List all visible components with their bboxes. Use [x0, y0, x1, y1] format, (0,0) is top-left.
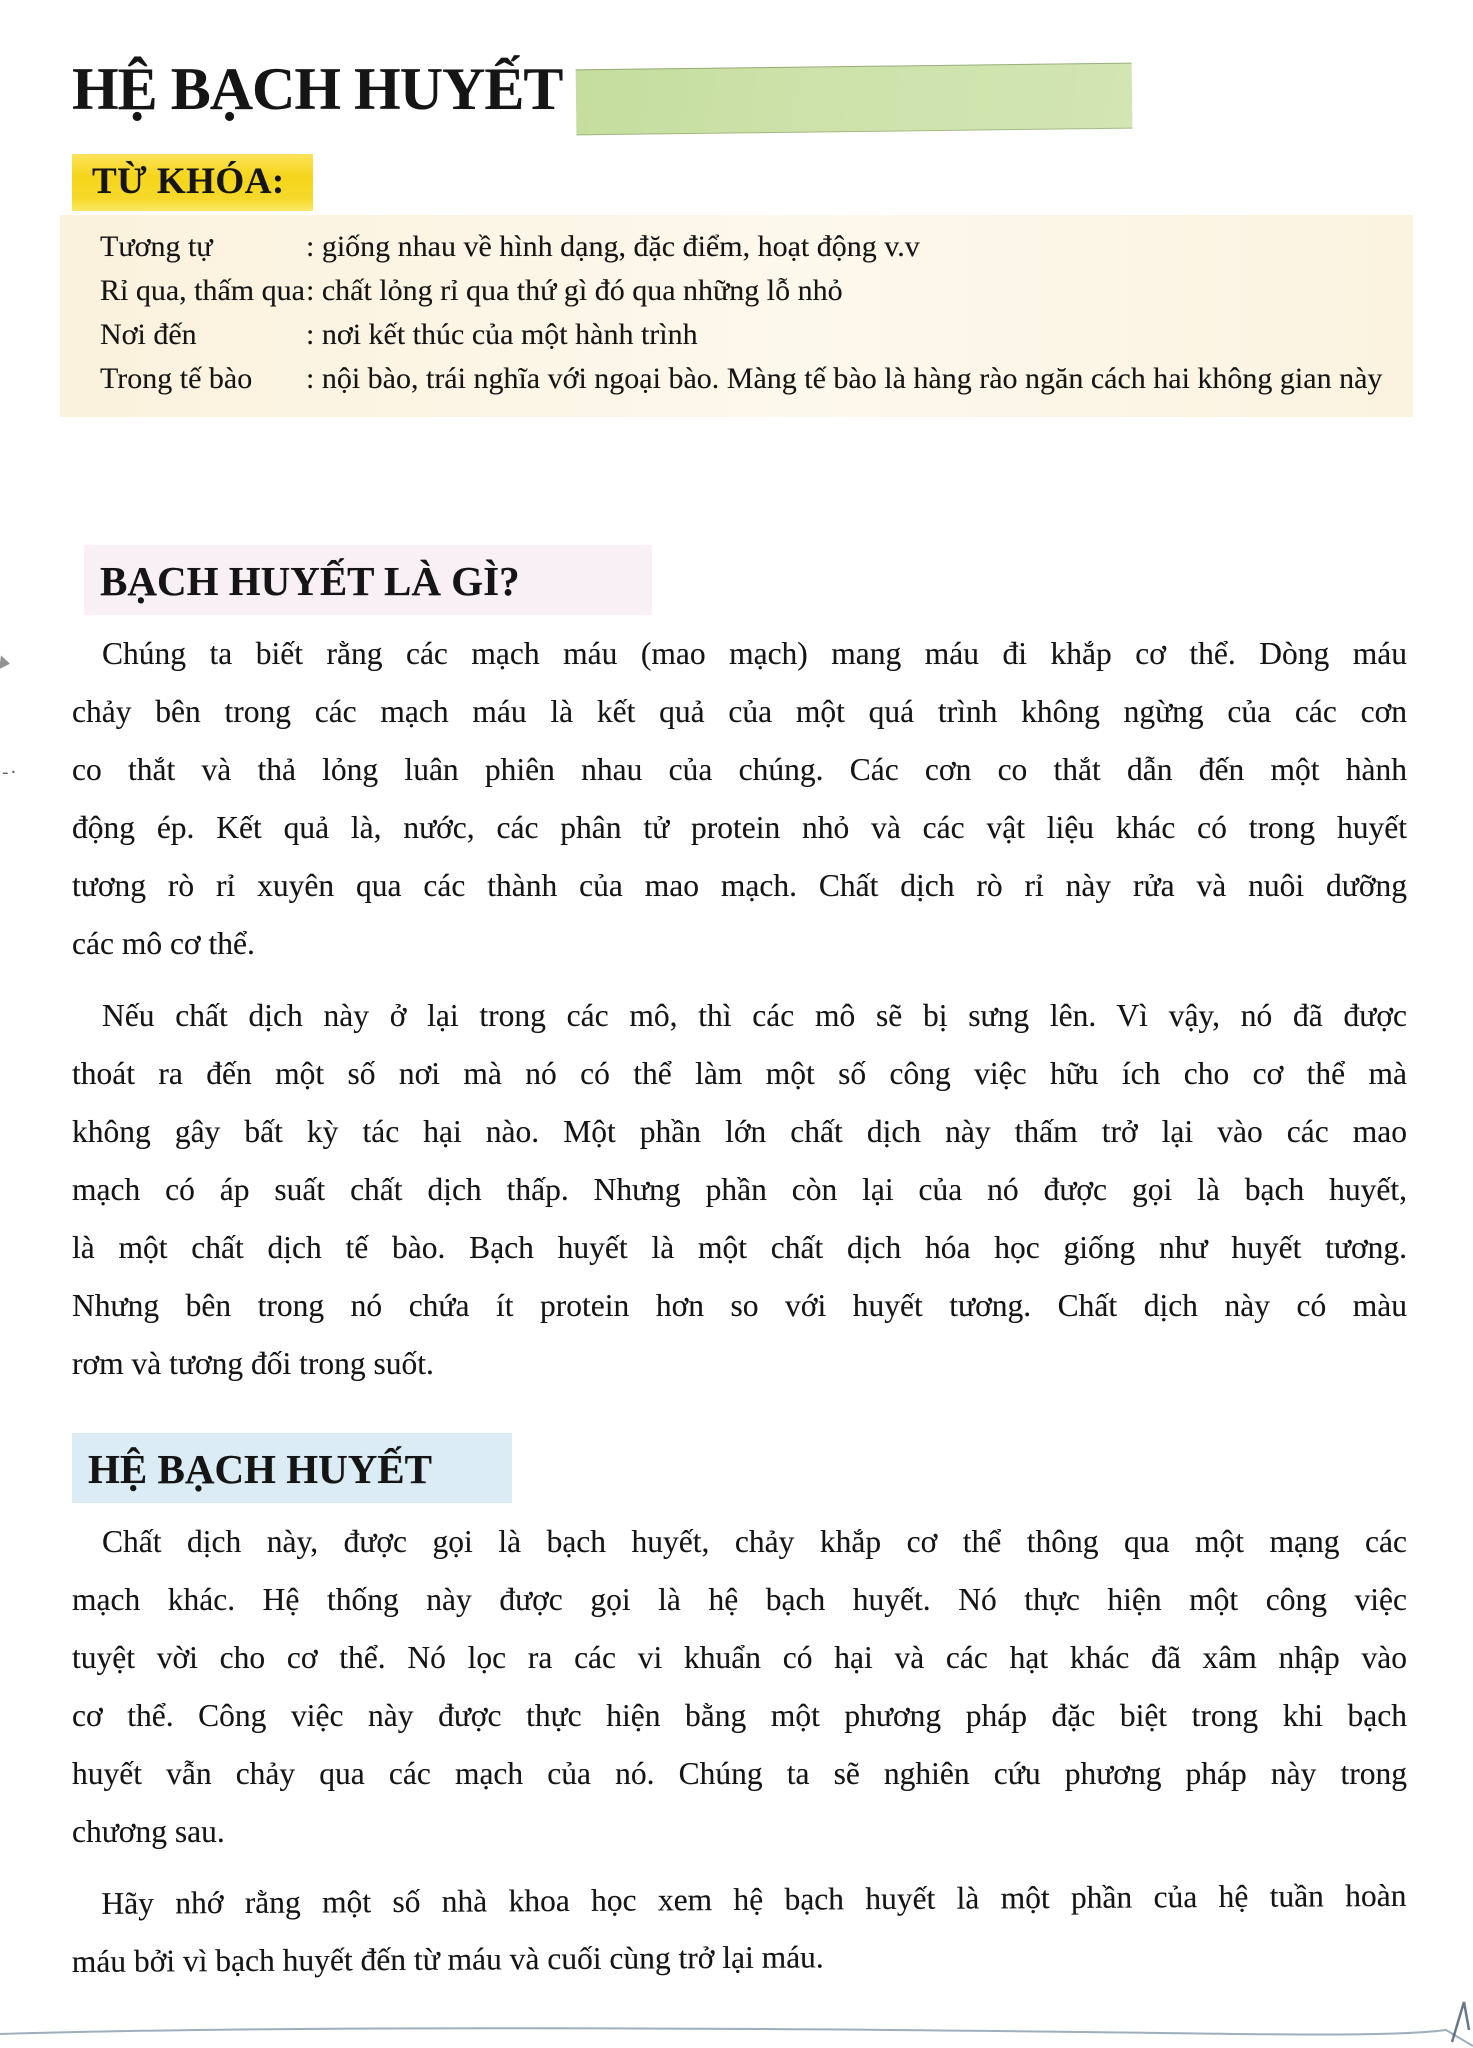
text-line: tương rò rỉ xuyên qua các thành của mao mạch. Chất dịch rò rỉ này rửa và nuôi dưỡng [72, 868, 1407, 903]
text-line: Chúng ta biết rằng các mạch máu (mao mạch) mang máu đi khắp cơ thể. Dòng máu [102, 636, 1407, 671]
scan-margin-artifact: -· [2, 762, 19, 783]
paragraph [71, 1867, 1407, 1991]
text-line: tuyệt vời cho cơ thể. Nó lọc ra các vi khuẩn có hại và các hạt khác đã xâm nhập vào [72, 1640, 1407, 1675]
keyword-row [72, 357, 1407, 401]
title-row [72, 56, 1407, 152]
keyword-definition: : giống nhau về hình dạng, đặc điểm, hoạt động v.v [306, 230, 920, 263]
keywords-label: TỪ KHÓA: [72, 154, 313, 211]
keyword-definition: : nội bào, trái nghĩa với ngoại bào. Màng tế bào là hàng rào ngăn cách hai không gian này [306, 362, 1383, 395]
text-line: chảy bên trong các mạch máu là kết quả của một quá trình không ngừng của các cơn [72, 694, 1407, 729]
section-body [72, 1513, 1407, 1991]
title-highlight-bar [576, 63, 1133, 136]
keyword-row [72, 225, 1407, 269]
text-line: Chất dịch này, được gọi là bạch huyết, chảy khắp cơ thể thông qua một mạng các [102, 1524, 1407, 1559]
text-line: cơ thể. Công việc này được thực hiện bằng một phương pháp đặc biệt trong khi bạch [72, 1698, 1407, 1733]
keyword-term: Trong tế bào [100, 362, 253, 395]
section-what-is-lymph [72, 417, 1407, 1393]
text-line: thoát ra đến một số nơi mà nó có thể làm một số công việc hữu ích cho cơ thể mà [72, 1056, 1407, 1091]
scan-margin-artifact [0, 655, 11, 670]
paragraph [72, 1513, 1407, 1861]
keyword-term: Nơi đến [100, 318, 197, 351]
text-line: chương sau. [72, 1814, 225, 1849]
keyword-term: Tương tự [100, 230, 213, 263]
page-title: HỆ BẠCH HUYẾT [72, 56, 563, 122]
section-lymphatic-system [72, 1393, 1407, 1991]
keywords-section [72, 152, 1407, 417]
keyword-term: Rỉ qua, thấm qua [100, 274, 305, 307]
section-heading: BẠCH HUYẾT LÀ GÌ? [84, 545, 652, 615]
text-line: Nhưng bên trong nó chứa ít protein hơn so với huyết tương. Chất dịch này có màu [72, 1288, 1407, 1323]
text-line: máu bởi vì bạch huyết đến từ máu và cuối cùng trở lại máu. [71, 1939, 824, 1980]
text-line: các mô cơ thể. [72, 926, 255, 961]
text-line: là một chất dịch tế bào. Bạch huyết là một chất dịch hóa học giống như huyết tương. [72, 1230, 1407, 1265]
text-line: huyết vẫn chảy qua các mạch của nó. Chúng ta sẽ nghiên cứu phương pháp này trong [72, 1756, 1407, 1791]
text-line: mạch khác. Hệ thống này được gọi là hệ bạch huyết. Nó thực hiện một công việc [72, 1582, 1407, 1617]
keyword-row [72, 269, 1407, 313]
text-line: không gây bất kỳ tác hại nào. Một phần lớn chất dịch này thấm trở lại vào các mao [72, 1114, 1407, 1149]
keyword-definition: : chất lỏng rỉ qua thứ gì đó qua những lỗ nhỏ [306, 274, 843, 307]
text-line: co thắt và thả lỏng luân phiên nhau của chúng. Các cơn co thắt dẫn đến một hành [72, 752, 1407, 787]
text-line: Hãy nhớ rằng một số nhà khoa học xem hệ bạch huyết là một phần của hệ tuần hoàn [101, 1877, 1407, 1921]
text-line: động ép. Kết quả là, nước, các phân tử protein nhỏ và các vật liệu khác có trong huyết [72, 810, 1407, 845]
keywords-list [60, 215, 1413, 417]
section-body [72, 625, 1407, 1393]
keyword-definition: : nơi kết thúc của một hành trình [306, 318, 698, 351]
section-heading: HỆ BẠCH HUYẾT [72, 1433, 512, 1503]
paragraph [72, 625, 1407, 973]
keyword-row [72, 313, 1407, 357]
text-line: rơm và tương đối trong suốt. [72, 1346, 434, 1381]
text-line: Nếu chất dịch này ở lại trong các mô, thì các mô sẽ bị sưng lên. Vì vậy, nó đã được [102, 998, 1407, 1033]
paragraph [72, 987, 1407, 1393]
text-line: mạch có áp suất chất dịch thấp. Nhưng phần còn lại của nó được gọi là bạch huyết, [72, 1172, 1407, 1207]
